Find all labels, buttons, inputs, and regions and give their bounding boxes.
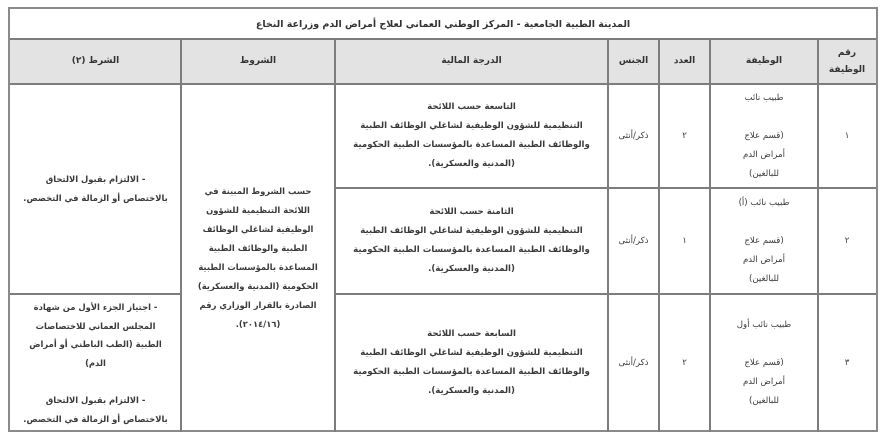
condition2-b-line-5: - الالتزام بقبول الالتحاق xyxy=(45,395,146,405)
conditions-line-1: حسب الشروط المبينة في xyxy=(204,186,312,196)
row2-gender: ذكر/أنثى xyxy=(618,235,649,246)
header-job: الوظيفة xyxy=(710,39,818,84)
col-divider-2 xyxy=(334,39,336,432)
header-conditions: الشروط xyxy=(181,39,335,84)
condition2-b-line-3: الطبية (الطب الباطني أو أمراض xyxy=(29,339,162,349)
conditions-line-7: الصادرة بالقرار الوزاري رقم xyxy=(199,300,317,310)
condition2-b-line-6: بالاختصاص أو الزمالة في التخصص. xyxy=(23,413,168,424)
row2-grade xyxy=(335,188,608,294)
conditions-line-6: الحكومية (المدنية والعسكرية) xyxy=(197,281,319,291)
row2-job xyxy=(710,188,818,294)
col-divider-5 xyxy=(709,39,711,432)
row2-grade-line-4: (المدنية والعسكرية). xyxy=(428,264,515,274)
row3-job-dept-3: للبالغين) xyxy=(749,395,779,406)
row3-grade-line-3: والوظائف الطبية المساعدة بالمؤسسات الطبية الحكومية xyxy=(353,367,590,377)
row2-grade-line-3: والوظائف الطبية المساعدة بالمؤسسات الطبية الحكومية xyxy=(353,245,590,255)
row3-job-dept-1: (قسم علاج xyxy=(744,357,784,368)
header-gender: الجنس xyxy=(608,39,659,84)
divider-row2 xyxy=(335,293,876,295)
row2-grade-line-1: الثامنة حسب اللائحة xyxy=(429,207,514,217)
row1-grade xyxy=(335,84,608,188)
col-divider-1 xyxy=(180,39,182,432)
row3-job xyxy=(710,294,818,432)
row3-grade-line-1: السابعة حسب اللائحة xyxy=(427,329,516,339)
col-divider-3 xyxy=(607,39,609,432)
conditions-line-8: (٢٠١٤/١٦). xyxy=(235,319,281,329)
header-condition2: الشرط (٢) xyxy=(10,39,181,84)
row3-job-title: طبيب نائب أول xyxy=(736,319,792,330)
row1-job-dept-3: للبالغين) xyxy=(749,168,779,179)
header-job-number-label: رقم الوظيفة xyxy=(828,47,866,75)
row3-grade xyxy=(335,294,608,432)
row1-grade-line-1: التاسعة حسب اللائحة xyxy=(427,102,516,112)
row1-count: ٢ xyxy=(682,130,687,141)
row3-job-dept-2: أمراض الدم xyxy=(742,376,786,387)
condition2-b-line-2: المجلس العماني للاختصاصات xyxy=(35,320,156,331)
conditions-line-2: اللائحة التنظيمية للشؤون xyxy=(206,205,310,215)
divider-row1 xyxy=(335,187,876,189)
condition2-a-line-2: بالاختصاص أو الزمالة في التخصص. xyxy=(23,193,168,203)
col-divider-4 xyxy=(658,39,660,432)
row1-number: ١ xyxy=(844,130,850,141)
divider-condition2 xyxy=(10,293,181,295)
row2-job-dept-3: للبالغين) xyxy=(749,273,779,284)
jobs-table xyxy=(8,7,878,432)
row1-job-dept-1: (قسم علاج xyxy=(744,130,784,141)
row3-count: ٢ xyxy=(682,357,687,368)
row2-job-dept-2: أمراض الدم xyxy=(742,254,786,265)
row3-grade-line-4: (المدنية والعسكرية). xyxy=(428,386,515,396)
divider-header xyxy=(10,83,876,85)
row2-count: ١ xyxy=(682,235,687,246)
condition2-a-line-1: - الالتزام بقبول الالتحاق xyxy=(45,174,146,184)
row1-job xyxy=(710,84,818,188)
col-divider-6 xyxy=(817,39,819,432)
row1-gender: ذكر/أنثى xyxy=(618,130,649,141)
row1-grade-line-2: التنظيمية للشؤون الوظيفية لشاغلي الوظائف الطبية xyxy=(360,121,583,131)
conditions-shared xyxy=(181,84,335,432)
row3-number: ٣ xyxy=(844,357,850,368)
conditions-line-3: الوظيفية لشاغلي الوظائف xyxy=(202,224,314,234)
condition2-b-line-1: - اجتياز الجزء الأول من شهادة xyxy=(33,302,158,312)
row3-grade-line-2: التنظيمية للشؤون الوظيفية لشاغلي الوظائف الطبية xyxy=(360,348,583,358)
row2-job-dept-1: (قسم علاج xyxy=(744,235,784,246)
row2-number: ٢ xyxy=(844,235,850,246)
conditions-line-4: الطبية والوظائف الطبية xyxy=(208,243,308,253)
header-grade: الدرجة المالية xyxy=(335,39,608,84)
row2-grade-line-2: التنظيمية للشؤون الوظيفية لشاغلي الوظائف الطبية xyxy=(360,226,583,236)
header-count: العدد xyxy=(659,39,710,84)
table-title: المدينة الطبية الجامعية - المركز الوطني العماني لعلاج أمراض الدم وزراعة النخاع xyxy=(255,18,631,30)
row3-gender: ذكر/أنثى xyxy=(618,357,649,368)
row1-job-title: طبيب نائب xyxy=(744,92,784,103)
condition2-rows-1-2 xyxy=(10,84,181,294)
divider-title xyxy=(10,38,876,40)
conditions-line-5: المساعدة بالمؤسسات الطبية xyxy=(198,262,318,272)
row1-grade-line-3: والوظائف الطبية المساعدة بالمؤسسات الطبية الحكومية xyxy=(353,140,590,150)
row1-grade-line-4: (المدنية والعسكرية). xyxy=(428,159,515,169)
row1-job-dept-2: أمراض الدم xyxy=(742,149,786,160)
condition2-b-line-4: الدم) xyxy=(85,357,106,368)
header-job-number xyxy=(818,39,876,84)
condition2-row-3 xyxy=(10,294,181,432)
row2-job-title: طبيب نائب (أ) xyxy=(738,197,790,208)
